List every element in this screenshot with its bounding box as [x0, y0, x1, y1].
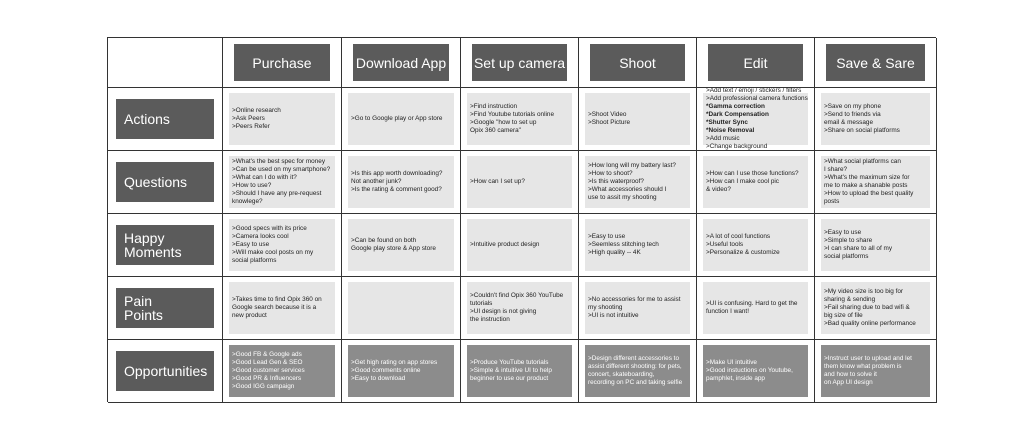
journey-cell	[342, 340, 461, 403]
note-line: >Can be used on my smartphone?	[232, 166, 331, 173]
sticky-note	[585, 345, 690, 397]
sticky-note	[703, 88, 808, 150]
row-label: Actions	[116, 99, 214, 139]
sticky-note	[348, 93, 454, 145]
row-label	[116, 225, 214, 265]
stage-header-cell	[697, 38, 815, 88]
note-line: >What can I do with it?	[232, 174, 297, 181]
note-line: >Can be found on both	[351, 237, 417, 244]
journey-cell	[223, 277, 342, 340]
note-line: posts	[824, 198, 840, 205]
note-line: >Is this app worth downloading?	[351, 170, 443, 177]
note-line: I share?	[824, 166, 848, 173]
note-line: assist different shooting: for pets,	[588, 363, 682, 370]
note-line: pamphlet, inside app	[706, 375, 765, 382]
stage-header-cell	[342, 38, 461, 88]
journey-cell	[461, 277, 579, 340]
note-line: >How long will my battery last?	[588, 162, 676, 169]
sticky-note	[229, 93, 335, 145]
sticky-note	[229, 345, 335, 397]
note-line: *Shutter Sync	[706, 119, 748, 126]
journey-cell	[223, 340, 342, 403]
note-line: >Good comments online	[351, 367, 421, 374]
note-line: >No accessories for me to assist	[588, 296, 681, 303]
corner-cell	[108, 38, 223, 88]
sticky-note	[585, 156, 690, 208]
sticky-note	[703, 282, 808, 334]
sticky-note	[229, 282, 335, 334]
note-line: >Save on my phone	[824, 103, 882, 110]
journey-cell	[579, 277, 697, 340]
row-label-line: Moments	[124, 244, 182, 260]
journey-cell	[342, 277, 461, 340]
sticky-note	[821, 93, 930, 145]
stage-header: Save & Sare	[826, 44, 925, 81]
journey-cell	[223, 151, 342, 214]
note-line: function I want!	[706, 308, 749, 315]
sticky-note	[821, 219, 930, 271]
note-line: >Design different accessories to	[588, 355, 679, 362]
sticky-note	[467, 345, 572, 397]
note-line: beginner to use our product	[470, 375, 549, 382]
note-line: >Find instruction	[470, 103, 518, 110]
journey-cell	[223, 214, 342, 277]
journey-cell	[342, 214, 461, 277]
note-line: >Good instuctions on Youtube,	[706, 367, 793, 374]
note-line: >What accessories should I	[588, 186, 667, 193]
row-label	[116, 288, 214, 328]
journey-cell	[815, 277, 937, 340]
row-label: Opportunities	[116, 351, 214, 391]
note-line: >Go to Google play or App store	[351, 115, 443, 122]
note-line: use to assit my shooting	[588, 194, 657, 201]
sticky-note	[703, 156, 808, 208]
sticky-note	[467, 156, 572, 208]
note-line: >Simple & intuitive UI to help	[470, 367, 552, 374]
note-line: social platforms	[232, 257, 277, 264]
journey-cell	[461, 151, 579, 214]
sticky-note	[229, 156, 335, 208]
sticky-note	[348, 282, 454, 334]
journey-cell	[342, 151, 461, 214]
journey-cell	[579, 340, 697, 403]
note-line: >Good PR & Influencers	[232, 375, 302, 382]
stage-header-cell	[815, 38, 937, 88]
note-line: >How to use?	[232, 182, 272, 189]
row-label-cell	[108, 214, 223, 277]
note-line: >How to shoot?	[588, 170, 633, 177]
note-line: >Takes time to find Opix 360 on	[232, 296, 322, 303]
note-line: >Good Lead Gen & SEO	[232, 359, 303, 366]
note-line: >My video size is too big for	[824, 288, 904, 295]
note-line: >How can I use those functions?	[706, 170, 799, 177]
note-line: >UI is confusing. Hard to get the	[706, 300, 798, 307]
note-line: >Is the rating & comment good?	[351, 186, 442, 193]
note-line: >Easy to use	[824, 229, 862, 236]
note-line: Not another junk?	[351, 178, 402, 185]
sticky-note	[585, 93, 690, 145]
note-line: *Gamma correction	[706, 103, 765, 110]
note-line: >Instruct user to upload and let	[824, 355, 912, 362]
stage-header: Download App	[353, 44, 449, 81]
note-line: >Good customer services	[232, 367, 305, 374]
note-line: me to make a shanable posts	[824, 182, 908, 189]
note-line: >Will make cool posts on my	[232, 249, 314, 256]
stage-header: Purchase	[234, 44, 330, 81]
journey-cell	[815, 151, 937, 214]
sticky-note	[467, 282, 572, 334]
note-line: >How to upload the best quality	[824, 190, 914, 197]
sticky-note	[348, 345, 454, 397]
note-line: >A lot of cool functions	[706, 233, 771, 240]
note-line: new product	[232, 312, 267, 319]
note-line: big size of file	[824, 312, 863, 319]
note-line: >Good FB & Google ads	[232, 351, 302, 358]
sticky-note	[703, 219, 808, 271]
journey-cell	[579, 151, 697, 214]
note-line: on App UI design	[824, 379, 873, 386]
sticky-note	[585, 282, 690, 334]
note-line: *Dark Compensation	[706, 111, 769, 118]
note-line: & video?	[706, 186, 731, 193]
stage-header: Edit	[708, 44, 803, 81]
note-line: >Find Youtube tutorials online	[470, 111, 555, 118]
journey-cell	[815, 88, 937, 151]
note-line: >Intuitive product design	[470, 241, 540, 248]
sticky-note	[348, 219, 454, 271]
journey-cell	[697, 277, 815, 340]
note-line: >Personalize & customize	[706, 249, 780, 256]
note-line: >UI design is not giving	[470, 308, 537, 315]
journey-cell	[461, 340, 579, 403]
note-line: >Make UI intuitive	[706, 359, 757, 366]
sticky-note	[348, 156, 454, 208]
note-line: tutorials	[470, 300, 493, 307]
sticky-note	[229, 219, 335, 271]
note-line: email & message	[824, 119, 874, 126]
note-line: the instruction	[470, 316, 510, 323]
note-line: >What social platforms can	[824, 158, 901, 165]
note-line: >Send to friends via	[824, 111, 881, 118]
note-line: >High quality -- 4K	[588, 249, 641, 256]
journey-cell	[579, 88, 697, 151]
journey-cell	[815, 214, 937, 277]
sticky-note	[585, 219, 690, 271]
note-line: >How can I make cool pic	[706, 178, 779, 185]
note-line: >Ask Peers	[232, 115, 265, 122]
note-line: >Get high rating on app stores	[351, 359, 438, 366]
note-line: >Change background	[706, 143, 768, 150]
note-line: >Camera looks cool	[232, 233, 289, 240]
note-line: >UI is not intuitive	[588, 312, 639, 319]
journey-cell	[815, 340, 937, 403]
note-line: Opix 360 camera"	[470, 127, 521, 134]
note-line: concert, skateboarding,	[588, 371, 655, 378]
journey-cell	[342, 88, 461, 151]
note-line: >What's the maximum size for	[824, 174, 910, 181]
note-line: >How can I set up?	[470, 178, 525, 185]
note-line: social platforms	[824, 253, 869, 260]
stage-header-cell	[579, 38, 697, 88]
stage-header-cell	[223, 38, 342, 88]
note-line: >Peers Refer	[232, 123, 270, 130]
note-line: Google play store & App store	[351, 245, 436, 252]
note-line: sharing & sending	[824, 296, 876, 303]
sticky-note	[703, 345, 808, 397]
note-line: >Shoot Video	[588, 111, 627, 118]
note-line: >Easy to download	[351, 375, 406, 382]
note-line: recording on PC and taking selfie	[588, 379, 683, 386]
note-line: >Easy to use	[588, 233, 626, 240]
note-line: >Add text / emoji / stickers / filters	[706, 88, 802, 94]
note-line: >Shoot Picture	[588, 119, 631, 126]
note-line: *Noise Removal	[706, 127, 755, 134]
stage-header: Set up camera	[472, 44, 567, 81]
row-label-line: Points	[124, 307, 163, 323]
note-line: >Fail sharing due to bad wifi &	[824, 304, 910, 311]
journey-cell	[223, 88, 342, 151]
row-label-cell	[108, 277, 223, 340]
note-line: >Share on social platforms	[824, 127, 900, 134]
note-line: >What's the best spec for money	[232, 158, 326, 165]
journey-cell	[579, 214, 697, 277]
row-label-cell	[108, 151, 223, 214]
note-line: >Useful tools	[706, 241, 744, 248]
journey-map-grid	[107, 37, 936, 402]
journey-cell	[697, 214, 815, 277]
note-line: my shooting	[588, 304, 623, 311]
note-line: Google search because it is a	[232, 304, 317, 311]
note-line: >Good IGG campaign	[232, 383, 295, 390]
note-line: >Online research	[232, 107, 281, 114]
stage-header-cell	[461, 38, 579, 88]
journey-cell	[697, 88, 815, 151]
row-label-cell	[108, 88, 223, 151]
note-line: >Add music	[706, 135, 740, 142]
note-line: >Simple to share	[824, 237, 873, 244]
journey-cell	[697, 340, 815, 403]
note-line: knowlege?	[232, 198, 263, 205]
note-line: >Google "how to set up	[470, 119, 537, 126]
sticky-note	[467, 219, 572, 271]
sticky-note	[821, 156, 930, 208]
row-label: Questions	[116, 162, 214, 202]
note-line: them know what problem is	[824, 363, 902, 370]
row-label-line: Pain	[124, 293, 153, 309]
note-line: >Is this waterproof?	[588, 178, 644, 185]
stage-header: Shoot	[590, 44, 685, 81]
sticky-note	[821, 345, 930, 397]
note-line: and how to solve it	[824, 371, 877, 378]
row-label-line: Happy	[124, 230, 165, 246]
journey-cell	[461, 88, 579, 151]
note-line: >Produce YouTube tutorials	[470, 359, 549, 366]
sticky-note	[821, 282, 930, 334]
journey-cell	[697, 151, 815, 214]
note-line: >Should I have any pre-request	[232, 190, 322, 197]
note-line: >Seemless stitching tech	[588, 241, 659, 248]
note-line: >I can share to all of my	[824, 245, 893, 252]
note-line: >Good specs with its price	[232, 225, 307, 232]
sticky-note	[467, 93, 572, 145]
note-line: >Easy to use	[232, 241, 270, 248]
note-line: >Add professional camera functions	[706, 95, 808, 102]
note-line: >Couldn't find Opix 360 YouTube	[470, 292, 564, 299]
row-label-cell	[108, 340, 223, 403]
note-line: >Bad quality online performance	[824, 320, 916, 327]
journey-cell	[461, 214, 579, 277]
